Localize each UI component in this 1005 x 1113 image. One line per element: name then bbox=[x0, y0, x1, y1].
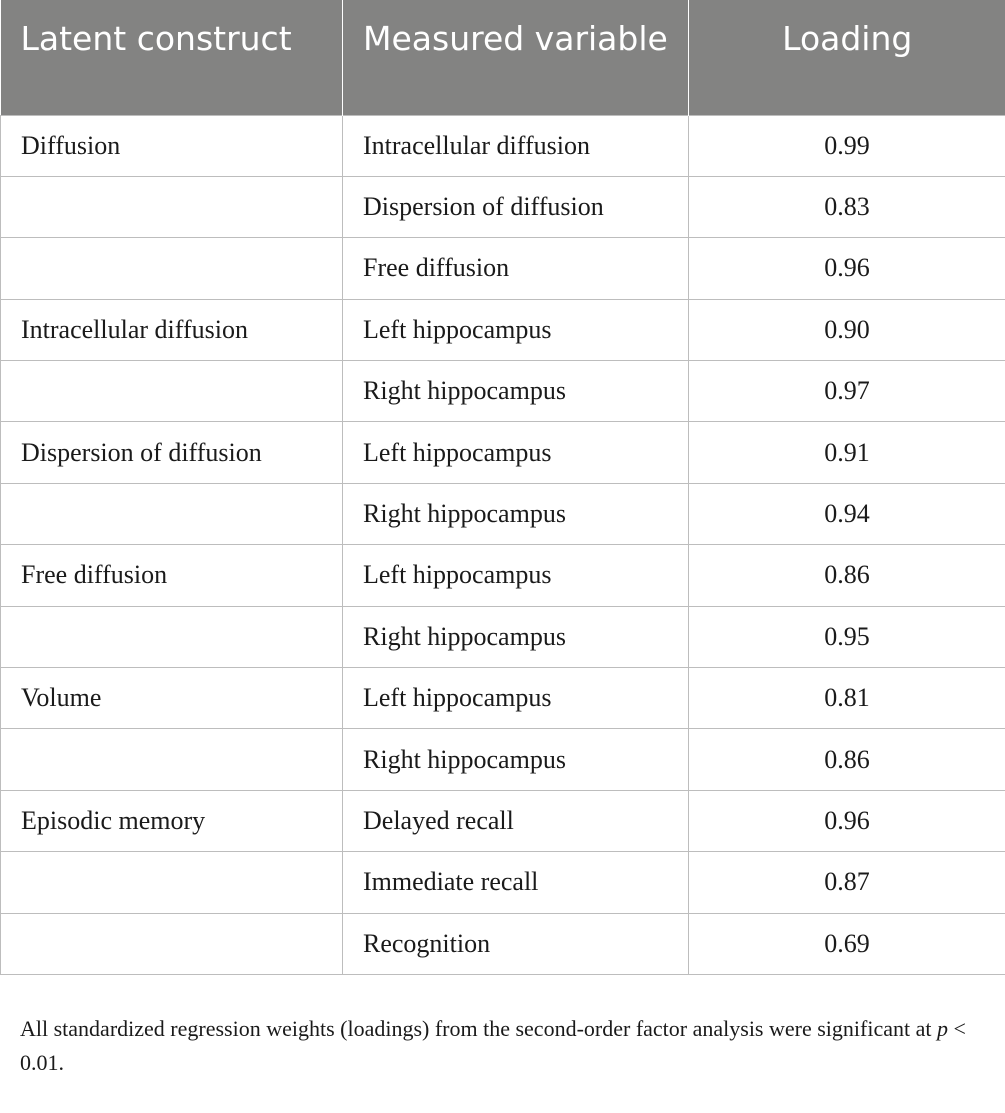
cell-latent-construct: Intracellular diffusion bbox=[1, 299, 343, 360]
table-body bbox=[1, 115, 1005, 974]
cell-latent-construct bbox=[1, 729, 343, 790]
cell-loading: 0.81 bbox=[689, 668, 1005, 729]
cell-latent-construct: Episodic memory bbox=[1, 790, 343, 851]
table-row bbox=[1, 176, 1005, 237]
table-row bbox=[1, 606, 1005, 667]
header-row bbox=[1, 0, 1005, 115]
cell-measured-variable: Delayed recall bbox=[343, 790, 689, 851]
cell-loading: 0.91 bbox=[689, 422, 1005, 483]
cell-measured-variable: Free diffusion bbox=[343, 238, 689, 299]
header-latent-construct: Latent construct bbox=[1, 0, 343, 115]
cell-loading: 0.86 bbox=[689, 729, 1005, 790]
cell-latent-construct bbox=[1, 361, 343, 422]
cell-measured-variable: Right hippocampus bbox=[343, 361, 689, 422]
cell-loading: 0.90 bbox=[689, 299, 1005, 360]
cell-latent-construct: Dispersion of diffusion bbox=[1, 422, 343, 483]
cell-latent-construct bbox=[1, 483, 343, 544]
cell-latent-construct bbox=[1, 176, 343, 237]
table-row bbox=[1, 483, 1005, 544]
cell-loading: 0.87 bbox=[689, 852, 1005, 913]
cell-loading: 0.99 bbox=[689, 115, 1005, 176]
footnote-text: All standardized regression weights (loadings) from the second-order factor analysis were significant at bbox=[20, 1016, 937, 1041]
cell-measured-variable: Right hippocampus bbox=[343, 729, 689, 790]
cell-measured-variable: Recognition bbox=[343, 913, 689, 974]
cell-measured-variable: Immediate recall bbox=[343, 852, 689, 913]
table-row bbox=[1, 852, 1005, 913]
cell-measured-variable: Left hippocampus bbox=[343, 668, 689, 729]
cell-measured-variable: Left hippocampus bbox=[343, 422, 689, 483]
header-measured-variable: Measured variable bbox=[343, 0, 689, 115]
header-loading: Loading bbox=[689, 0, 1005, 115]
table-footnote bbox=[20, 1012, 990, 1080]
table-row bbox=[1, 545, 1005, 606]
cell-measured-variable: Left hippocampus bbox=[343, 545, 689, 606]
footnote-p-symbol: p bbox=[936, 1016, 948, 1041]
cell-latent-construct bbox=[1, 238, 343, 299]
cell-latent-construct bbox=[1, 913, 343, 974]
cell-measured-variable: Intracellular diffusion bbox=[343, 115, 689, 176]
table-row bbox=[1, 115, 1005, 176]
footnote-threshold: < 0.01. bbox=[20, 1016, 966, 1075]
table-row bbox=[1, 729, 1005, 790]
cell-latent-construct bbox=[1, 606, 343, 667]
cell-loading: 0.96 bbox=[689, 238, 1005, 299]
table-row bbox=[1, 422, 1005, 483]
table-header bbox=[1, 0, 1005, 115]
table-row bbox=[1, 913, 1005, 974]
cell-latent-construct bbox=[1, 852, 343, 913]
cell-loading: 0.83 bbox=[689, 176, 1005, 237]
cell-measured-variable: Right hippocampus bbox=[343, 483, 689, 544]
table-row bbox=[1, 238, 1005, 299]
cell-loading: 0.96 bbox=[689, 790, 1005, 851]
cell-loading: 0.69 bbox=[689, 913, 1005, 974]
table-row bbox=[1, 668, 1005, 729]
table-row bbox=[1, 790, 1005, 851]
table-row bbox=[1, 361, 1005, 422]
table-row bbox=[1, 299, 1005, 360]
cell-measured-variable: Dispersion of diffusion bbox=[343, 176, 689, 237]
cell-loading: 0.86 bbox=[689, 545, 1005, 606]
cell-loading: 0.94 bbox=[689, 483, 1005, 544]
cell-measured-variable: Left hippocampus bbox=[343, 299, 689, 360]
cell-latent-construct: Free diffusion bbox=[1, 545, 343, 606]
cell-latent-construct: Diffusion bbox=[1, 115, 343, 176]
cell-measured-variable: Right hippocampus bbox=[343, 606, 689, 667]
cell-loading: 0.97 bbox=[689, 361, 1005, 422]
cell-latent-construct: Volume bbox=[1, 668, 343, 729]
cell-loading: 0.95 bbox=[689, 606, 1005, 667]
